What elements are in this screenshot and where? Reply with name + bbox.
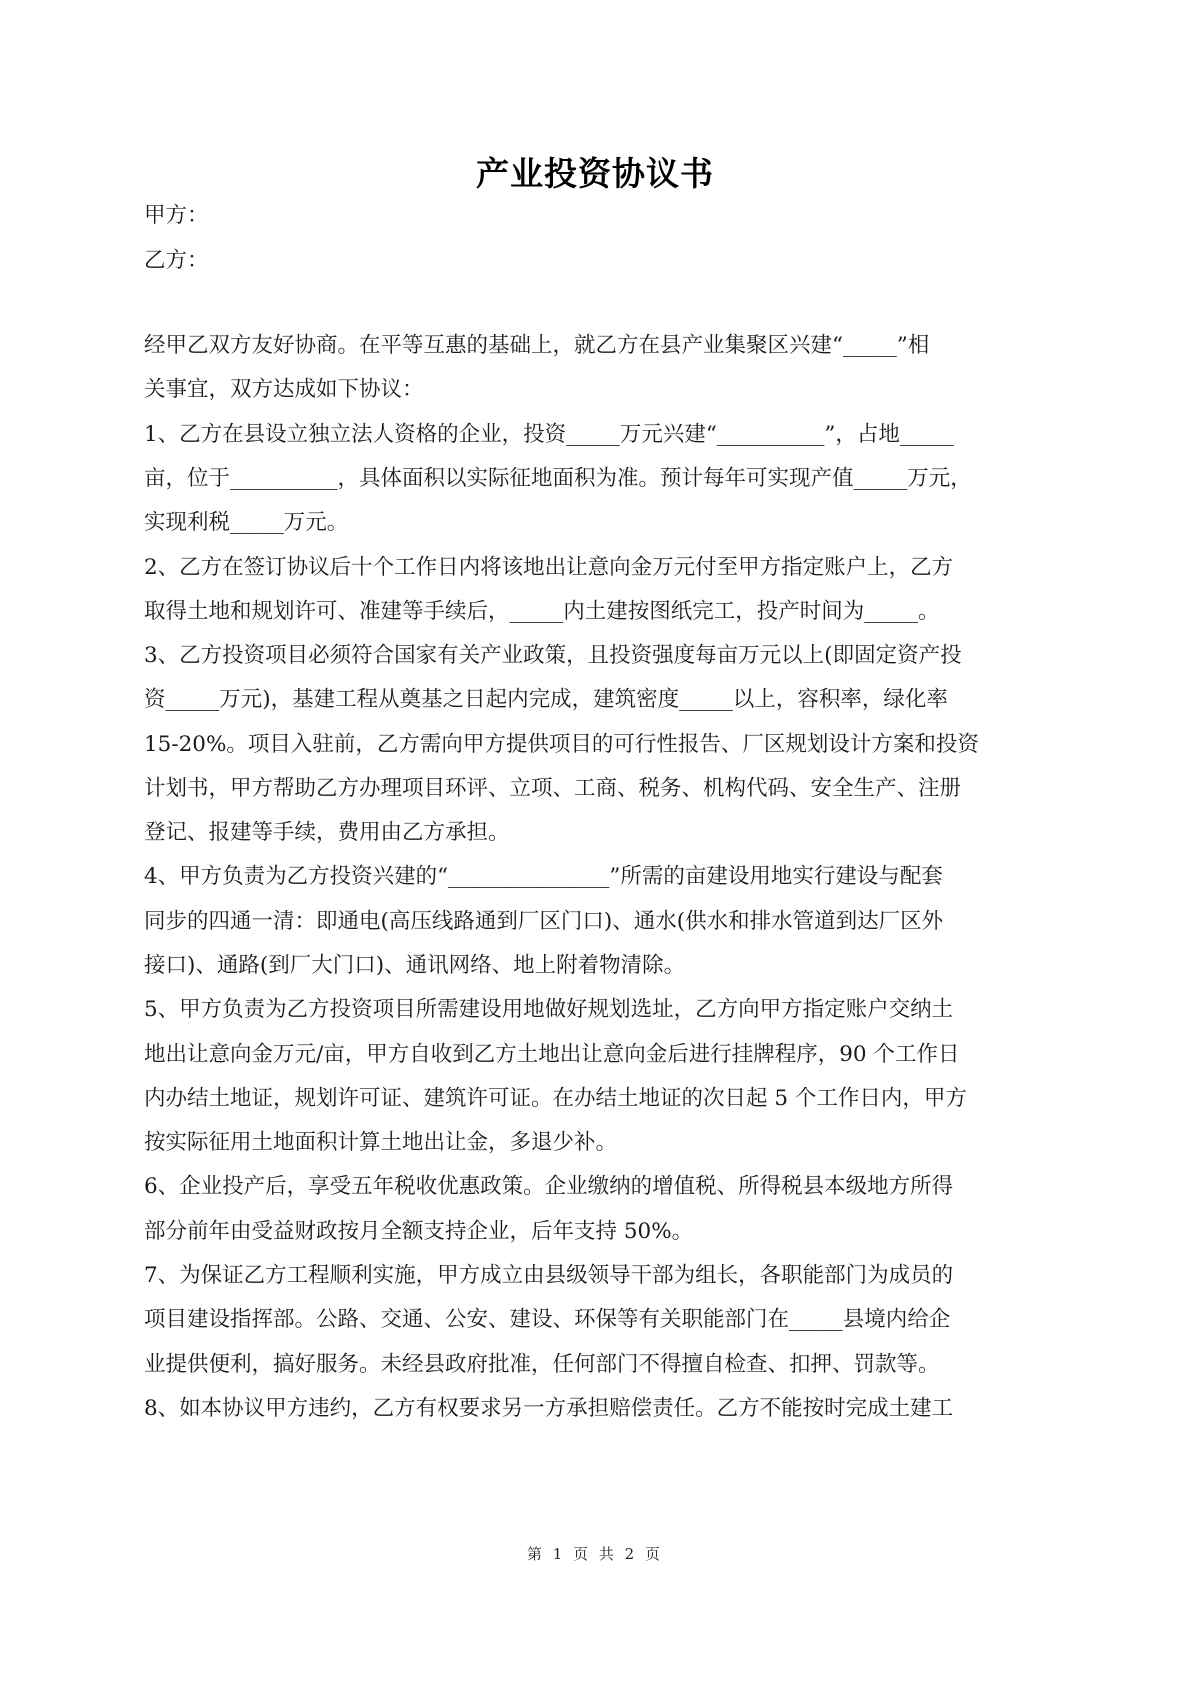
- page-indicator: 第 1 页 共 2 页: [527, 1545, 663, 1563]
- party-b-label: 乙方：: [144, 248, 209, 273]
- clause-6: 6、企业投产后，享受五年税收优惠政策。企业缴纳的增值税、所得税县本级地方所得: [144, 1174, 954, 1199]
- clause-7: 7、为保证乙方工程顺利实施，甲方成立由县级领导干部为组长，各职能部门为成员的: [144, 1263, 954, 1288]
- clause-1: 1、乙方在县设立独立法人资格的企业，投资_____万元兴建“__________”，占地_____: [144, 422, 954, 447]
- body-line: 经甲乙双方友好协商。在平等互惠的基础上，就乙方在县产业集聚区兴建“_____”相: [144, 333, 930, 358]
- clause-2: 2、乙方在签订协议后十个工作日内将该地出让意向金万元付至甲方指定账户上，乙方: [144, 555, 954, 580]
- body-line: 计划书，甲方帮助乙方办理项目环评、立项、工商、税务、机构代码、安全生产、注册: [144, 776, 962, 801]
- clause-8: 8、如本协议甲方违约，乙方有权要求另一方承担赔偿责任。乙方不能按时完成土建工: [144, 1396, 954, 1421]
- body-line: 资_____万元)，基建工程从奠基之日起内完成，建筑密度_____以上，容积率，绿化率: [144, 687, 948, 712]
- body-line: 取得土地和规划许可、准建等手续后，_____内土建按图纸完工，投产时间为_____。: [144, 599, 940, 624]
- clause-5: 5、甲方负责为乙方投资项目所需建设用地做好规划选址，乙方向甲方指定账户交纳土: [144, 997, 954, 1022]
- body-line: 同步的四通一清：即通电(高压线路通到厂区门口)、通水(供水和排水管道到达厂区外: [144, 909, 944, 934]
- party-a-label: 甲方：: [144, 203, 209, 228]
- document-title: 产业投资协议书: [476, 154, 714, 193]
- body-line: 内办结土地证，规划许可证、建筑许可证。在办结土地证的次日起 5 个工作日内，甲方: [144, 1086, 967, 1111]
- body-line: 实现利税_____万元。: [144, 510, 349, 535]
- body-line: 部分前年由受益财政按月全额支持企业，后年支持 50%。: [144, 1219, 694, 1244]
- body-line: 亩，位于__________，具体面积以实际征地面积为准。预计每年可实现产值_____万元，: [144, 466, 972, 491]
- body-line: 按实际征用土地面积计算土地出让金，多退少补。: [144, 1130, 618, 1155]
- body-line: 接口)、通路(到厂大门口)、通讯网络、地上附着物清除。: [144, 953, 686, 978]
- body-line: 15-20%。项目入驻前，乙方需向甲方提供项目的可行性报告、厂区规划设计方案和投资: [144, 732, 979, 757]
- body-line: 关事宜，双方达成如下协议：: [144, 377, 424, 402]
- clause-4: 4、甲方负责为乙方投资兴建的“_______________”所需的亩建设用地实行建设与配套: [144, 864, 943, 889]
- body-line: 项目建设指挥部。公路、交通、公安、建设、环保等有关职能部门在_____县境内给企: [144, 1307, 951, 1332]
- body-line: 登记、报建等手续，费用由乙方承担。: [144, 820, 510, 845]
- body-line: 地出让意向金万元/亩，甲方自收到乙方土地出让意向金后进行挂牌程序，90 个工作日: [144, 1042, 960, 1067]
- body-line: 业提供便利，搞好服务。未经县政府批准，任何部门不得擅自检查、扣押、罚款等。: [144, 1352, 940, 1377]
- clause-3: 3、乙方投资项目必须符合国家有关产业政策，且投资强度每亩万元以上(即固定资产投: [144, 643, 962, 668]
